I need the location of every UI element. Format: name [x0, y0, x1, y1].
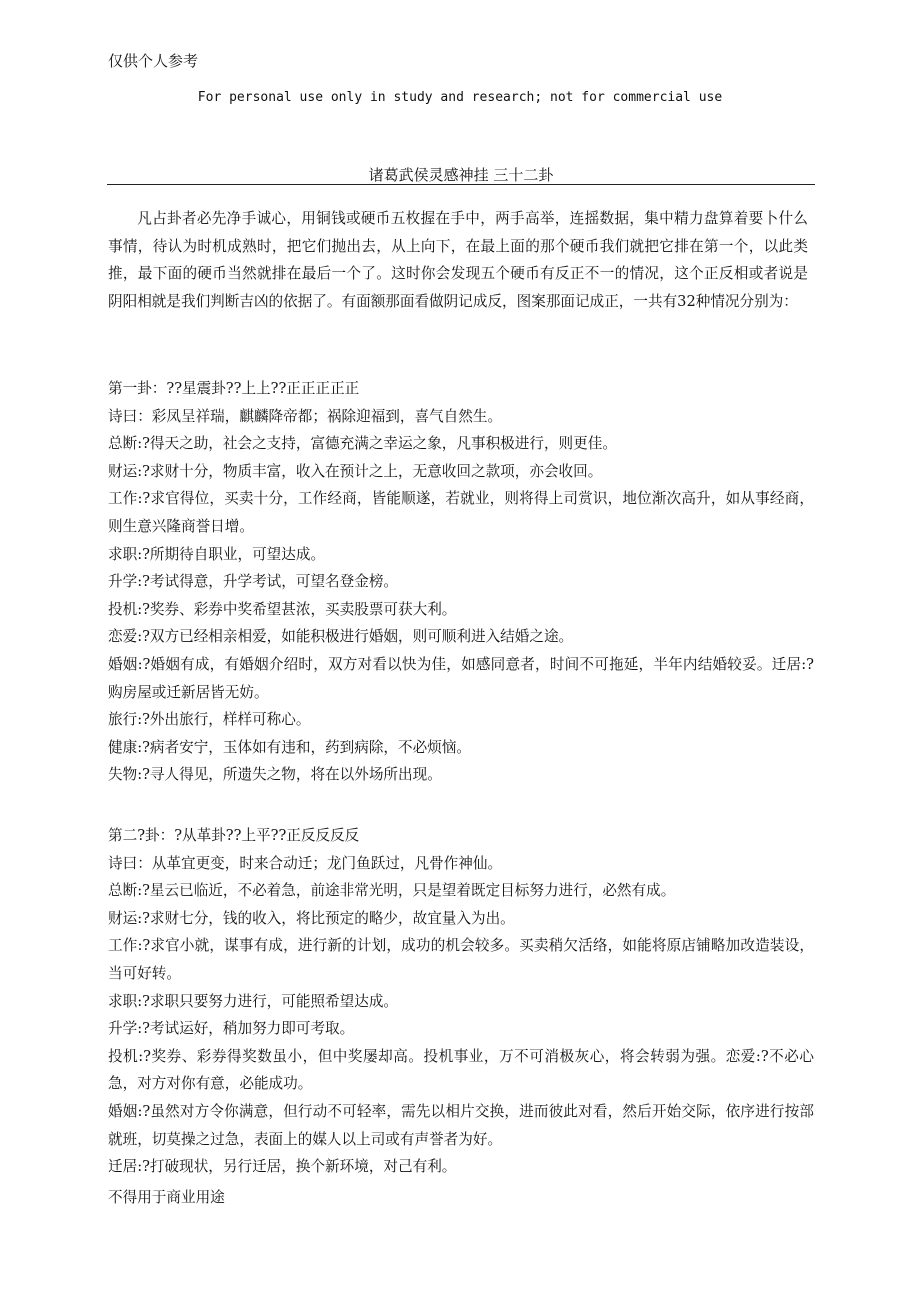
- section-line: 升学:?考试得意，升学考试，可望名登金榜。: [108, 573, 399, 591]
- section-line: 婚姻:?虽然对方令你满意，但行动不可轻率，需先以相片交换，进而彼此对看，然后开始交际，依序进行按部就班，切莫操之过急，表面上的媒人以上司或有声誉者为好。: [108, 1102, 814, 1148]
- section-title: 第一卦：??星震卦??上上??正正正正正: [108, 380, 360, 397]
- title-underline: [107, 184, 815, 185]
- section-line: 投机:?奖券、彩券中奖希望甚浓，买卖股票可获大利。: [108, 600, 457, 618]
- hexagram-section-1: [108, 375, 814, 789]
- section-line: 财运:?求财十分，物质丰富，收入在预计之上，无意收回之款项，亦会收回。: [108, 462, 603, 480]
- section-line: 迁居:?打破现状，另行迁居，换个新环境，对己有利。: [108, 1158, 457, 1176]
- section-line: 失物:?寻人得见，所遗失之物，将在以外场所出现。: [108, 766, 442, 784]
- section-line: 恋爱:?双方已经相亲相爱，如能积极进行婚姻，则可顺利进入结婚之途。: [108, 628, 574, 646]
- section-line: 总断:?得天之助，社会之支持，富德充满之幸运之象，凡事积极进行，则更佳。: [108, 435, 617, 453]
- section-line: 诗曰：彩凤呈祥瑞，麒麟降帝都；祸除迎福到，喜气自然生。: [108, 407, 503, 425]
- section-line: 投机:?奖券、彩券得奖数虽小，但中奖屡却高。投机事业，万不可消极灰心，将会转弱为强。恋爱:?不必心急，对方对你有意，必能成功。: [108, 1047, 814, 1093]
- section-title: 第二?卦：?从革卦??上平??正反反反反: [108, 827, 360, 844]
- section-line: 婚姻:?婚姻有成，有婚姻介绍时，双方对看以快为佳，如感同意者，时间不可拖延，半年内结婚较妥。迁居:?购房屋或迁新居皆无妨。: [108, 655, 814, 701]
- section-line: 升学:?考试运好，稍加努力即可考取。: [108, 1020, 355, 1038]
- section-line: 总断:?星云已临近，不必着急，前途非常光明，只是望着既定目标努力进行，必然有成。: [108, 882, 676, 900]
- section-line: 求职:?求职只要努力进行，可能照希望达成。: [108, 992, 399, 1010]
- document-title: 诸葛武侯灵感神挂 三十二卦: [368, 166, 554, 184]
- section-line: 求职:?所期待自职业，可望达成。: [108, 545, 326, 563]
- section-line: 旅行:?外出旅行，样样可称心。: [108, 711, 311, 729]
- header-note: 仅供个人参考: [108, 52, 199, 70]
- section-line: 健康:?病者安宁，玉体如有违和，药到病除，不必烦恼。: [108, 738, 471, 756]
- section-line: 工作:?求官小就，谋事有成，进行新的计划，成功的机会较多。买卖稍欠活络，如能将原店铺略加改造装设，当可好转。: [108, 937, 814, 982]
- section-line: 诗曰：从革宜更变，时来合动迁；龙门鱼跃过，凡骨作神仙。: [108, 854, 503, 872]
- footer-note: 不得用于商业用途: [108, 1189, 225, 1206]
- disclaimer-text: For personal use only in study and research; not for commercial use: [197, 90, 723, 105]
- section-line: 财运:?求财七分，钱的收入，将比预定的略少，故宜量入为出。: [108, 909, 515, 927]
- hexagram-section-2: [108, 822, 814, 1181]
- intro-paragraph: 凡占卦者必先净手诚心，用铜钱或硬币五枚握在手中，两手高举，连摇数据，集中精力盘算着要卜什么事情，待认为时机成熟时，把它们抛出去，从上向下，在最上面的那个硬币我们就把它排在第一个，以此类推，最下面的硬币当然就排在最后一个了。这时你会发现五个硬币有反正不一的情况，这个正反相或者说是阴阳相就是我们判断吉凶的依据了。有面额那面看做阴记成反，图案那面记成正，一共有32种情况分别为：: [108, 210, 808, 310]
- section-line: 工作:?求官得位，买卖十分，工作经商，皆能顺遂，若就业，则将得上司赏识，地位渐次高升，如从事经商，则生意兴隆商誉日增。: [108, 490, 814, 535]
